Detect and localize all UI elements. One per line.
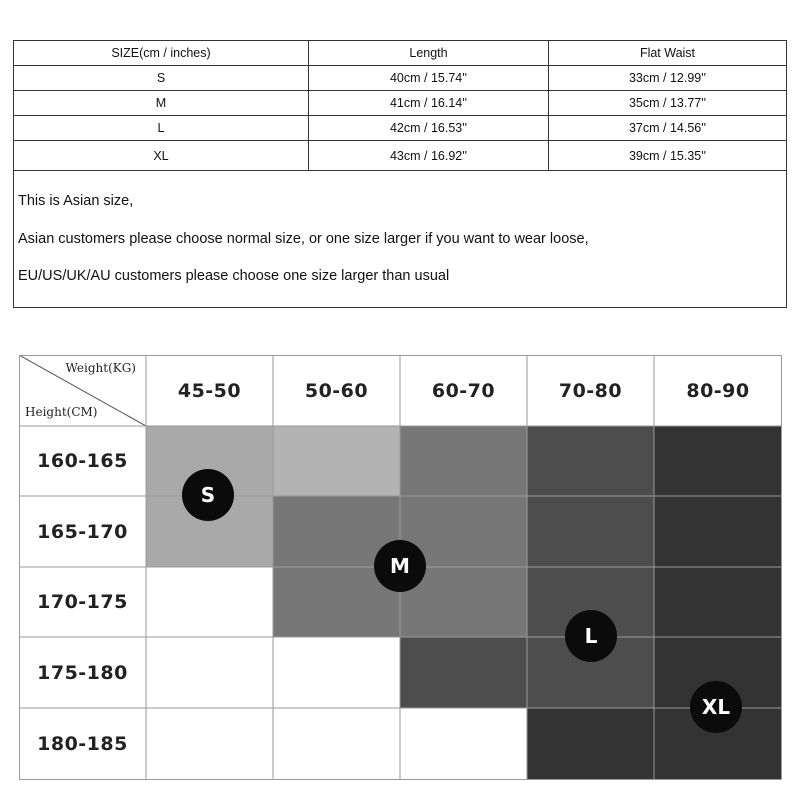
height-weight-size-chart <box>19 355 782 780</box>
length-cell: 43cm / 16.92'' <box>309 141 549 170</box>
height-header-180-185: 180-185 <box>19 708 146 780</box>
flat-waist-cell: 37cm / 14.56'' <box>628 121 707 135</box>
height-header-160-165: 160-165 <box>19 426 146 496</box>
table-row <box>14 91 786 116</box>
size-badge-s: S <box>182 469 234 521</box>
size-column-header: SIZE(cm / inches) <box>14 41 309 65</box>
height-header-165-170: 165-170 <box>19 496 146 567</box>
size-cell: S <box>14 66 309 90</box>
size-badge-m: M <box>374 540 426 592</box>
weight-header-60-70: 60-70 <box>400 355 527 426</box>
table-row <box>14 141 786 171</box>
height-header-175-180: 175-180 <box>19 637 146 708</box>
height-axis-label: Height(CM) <box>25 405 98 419</box>
length-cell: 42cm / 16.53'' <box>309 116 549 140</box>
size-cell: XL <box>14 141 309 170</box>
height-header-170-175: 170-175 <box>19 567 146 637</box>
flat-waist-column-header: Flat Waist <box>639 46 696 60</box>
note-asian-customers: Asian customers please choose normal size, or one size larger if you want to wear loose, <box>18 231 589 247</box>
flat-waist-cell: 39cm / 15.35'' <box>628 148 707 163</box>
size-table-header-row <box>14 41 786 66</box>
weight-header-50-60: 50-60 <box>273 355 400 426</box>
weight-header-80-90: 80-90 <box>654 355 782 426</box>
size-table <box>13 40 787 308</box>
flat-waist-cell: 33cm / 12.99'' <box>628 71 707 85</box>
weight-axis-label: Weight(KG) <box>65 361 136 375</box>
flat-waist-cell: 35cm / 13.77'' <box>628 96 707 110</box>
weight-header-70-80: 70-80 <box>527 355 654 426</box>
length-cell: 40cm / 15.74'' <box>309 66 549 90</box>
length-column-header: Length <box>309 41 549 65</box>
size-badge-l: L <box>565 610 617 662</box>
note-eu-customers: EU/US/UK/AU customers please choose one size larger than usual <box>18 268 450 284</box>
size-cell: M <box>14 91 309 115</box>
size-badge-xl: XL <box>690 681 742 733</box>
table-row <box>14 116 786 141</box>
length-cell: 41cm / 16.14'' <box>309 91 549 115</box>
table-row <box>14 66 786 91</box>
size-cell: L <box>14 116 309 140</box>
weight-header-45-50: 45-50 <box>146 355 273 426</box>
note-asian-size: This is Asian size, <box>18 193 134 209</box>
